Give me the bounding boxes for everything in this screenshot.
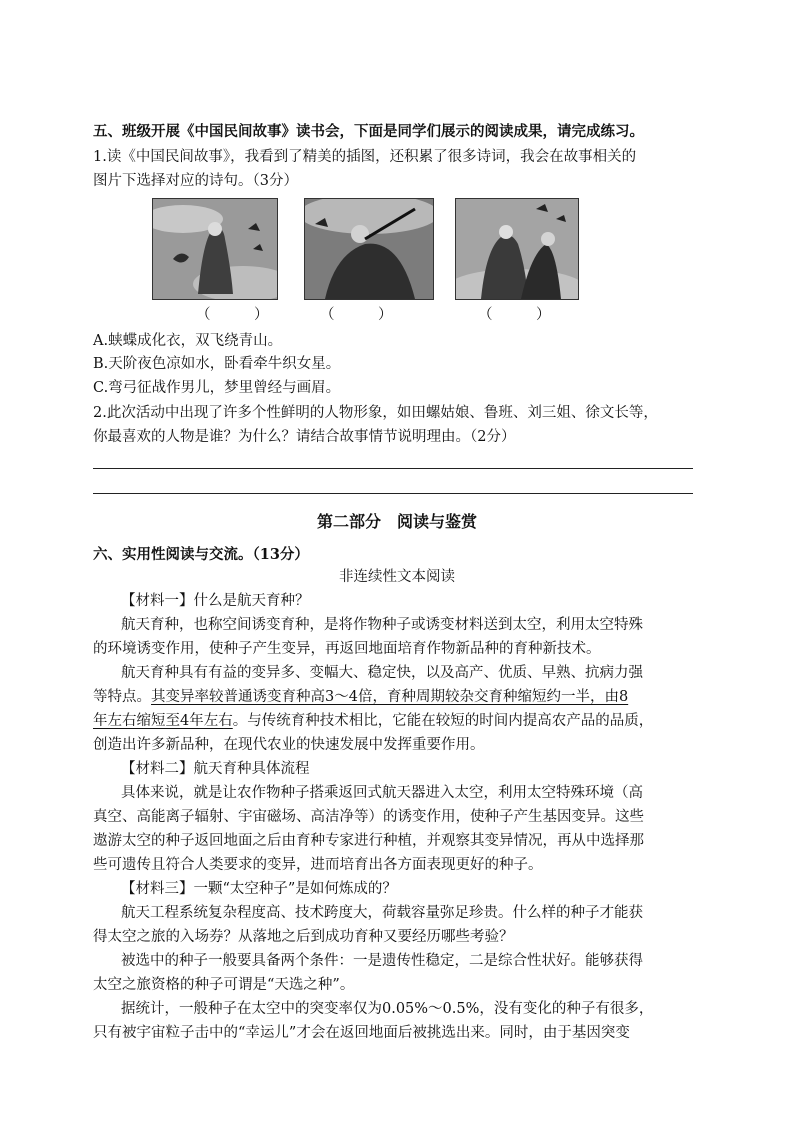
section5-heading: 五、班级开展《中国民间故事》读书会，下面是同学们展示的阅读成果，请完成练习。 <box>93 123 644 140</box>
section6-subtitle: 非连续性文本阅读 <box>339 569 455 585</box>
m1-p2-line4: 创造出许多新品种，在现代农业的快速发展中发挥重要作用。 <box>93 737 485 753</box>
m3-p3-line1: 据统计，一般种子在太空中的突变率仅为0.05%～0.5%，没有变化的种子有很多， <box>121 1001 654 1017</box>
material1-title: 【材料一】什么是航天育种？ <box>121 593 310 609</box>
m1-p2-line2 <box>93 686 628 708</box>
m1-p2-line3-end: 。与传统育种技术相比，它能在较短的时间内提高农产品的品质， <box>232 713 654 729</box>
m3-p1-line1: 航天工程系统复杂程度高、技术跨度大，荷载容量弥足珍贵。什么样的种子才能获 <box>121 905 643 921</box>
underlined-sentence-part1: 其变异率较普通诱变育种高3～4倍，育种周期较杂交育种缩短约一半，由8 <box>151 689 629 705</box>
option-c: C.弯弓征战作男儿，梦里曾经与画眉。 <box>93 380 341 396</box>
answer-line-1[interactable] <box>93 468 693 469</box>
option-a: A.蛱蝶成化衣，双飞绕青山。 <box>93 333 283 349</box>
material2-title: 【材料二】航天育种具体流程 <box>121 761 310 777</box>
m2-line2: 真空、高能离子辐射、宇宙磁场、高洁净等）的诱变作用，使种子产生基因变异。这些 <box>93 809 644 825</box>
m1-p2-line1: 航天育种具有有益的变异多、变幅大、稳定快，以及高产、优质、早熟、抗病力强 <box>121 665 643 681</box>
option-b: B.天阶夜色凉如水，卧看牵牛织女星。 <box>93 356 341 372</box>
section6-heading: 六、实用性阅读与交流。（13分） <box>93 546 309 563</box>
material3-title: 【材料三】一颗“太空种子”是如何炼成的？ <box>121 881 397 897</box>
m1-p2-line2-start: 等特点。 <box>93 689 151 705</box>
q2-line2: 你最喜欢的人物是谁？为什么？请结合故事情节说明理由。（2分） <box>93 429 516 445</box>
m3-p1-line2: 得太空之旅的入场券？从落地之后到成功育种又要经历哪些考验？ <box>93 929 514 945</box>
underlined-sentence-part2: 年左右缩短至4年左右 <box>93 713 233 729</box>
m1-p2-line3 <box>93 710 653 732</box>
m1-p1-line2: 的环境诱变作用，使种子产生变异，再返回地面培育作物新品种的育种新技术。 <box>93 641 601 657</box>
q1-line1: 1.读《中国民间故事》，我看到了精美的插图，还积累了很多诗词，我会在故事相关的 <box>93 149 637 165</box>
m3-p3-line2: 只有被宇宙粒子击中的“幸运儿”才会在返回地面后被挑选出来。同时，由于基因突变 <box>93 1025 630 1041</box>
q2-line1: 2.此次活动中出现了许多个性鲜明的人物形象，如田螺姑娘、鲁班、刘三姐、徐文长等， <box>93 405 658 421</box>
answer-blank-2[interactable]: （ ） <box>320 307 393 323</box>
q1-line2: 图片下选择对应的诗句。（3分） <box>93 173 298 189</box>
m1-p1-line1: 航天育种，也称空间诱变育种，是将作物种子或诱变材料送到太空，利用太空特殊 <box>121 617 643 633</box>
illustration-2 <box>304 198 434 300</box>
m2-line1: 具体来说，就是让农作物种子搭乘返回式航天器进入太空，利用太空特殊环境（高 <box>121 785 643 801</box>
answer-blank-3[interactable]: （ ） <box>478 307 551 323</box>
answer-blank-1[interactable]: （ ） <box>196 307 269 323</box>
m2-line4: 些可遗传且符合人类要求的变异，进而培育出各方面表现更好的种子。 <box>93 857 543 873</box>
illustration-3 <box>455 198 579 300</box>
m3-p2-line2: 太空之旅资格的种子可谓是“天选之种”。 <box>93 977 355 993</box>
m2-line3: 遨游太空的种子返回地面之后由育种专家进行种植，并观察其变异情况，再从中选择那 <box>93 833 644 849</box>
m3-p2-line1: 被选中的种子一般要具备两个条件：一是遗传性稳定，二是综合性状好。能够获得 <box>121 953 643 969</box>
part2-title: 第二部分 阅读与鉴赏 <box>316 512 477 531</box>
answer-line-2[interactable] <box>93 493 693 494</box>
illustration-1 <box>152 198 278 300</box>
